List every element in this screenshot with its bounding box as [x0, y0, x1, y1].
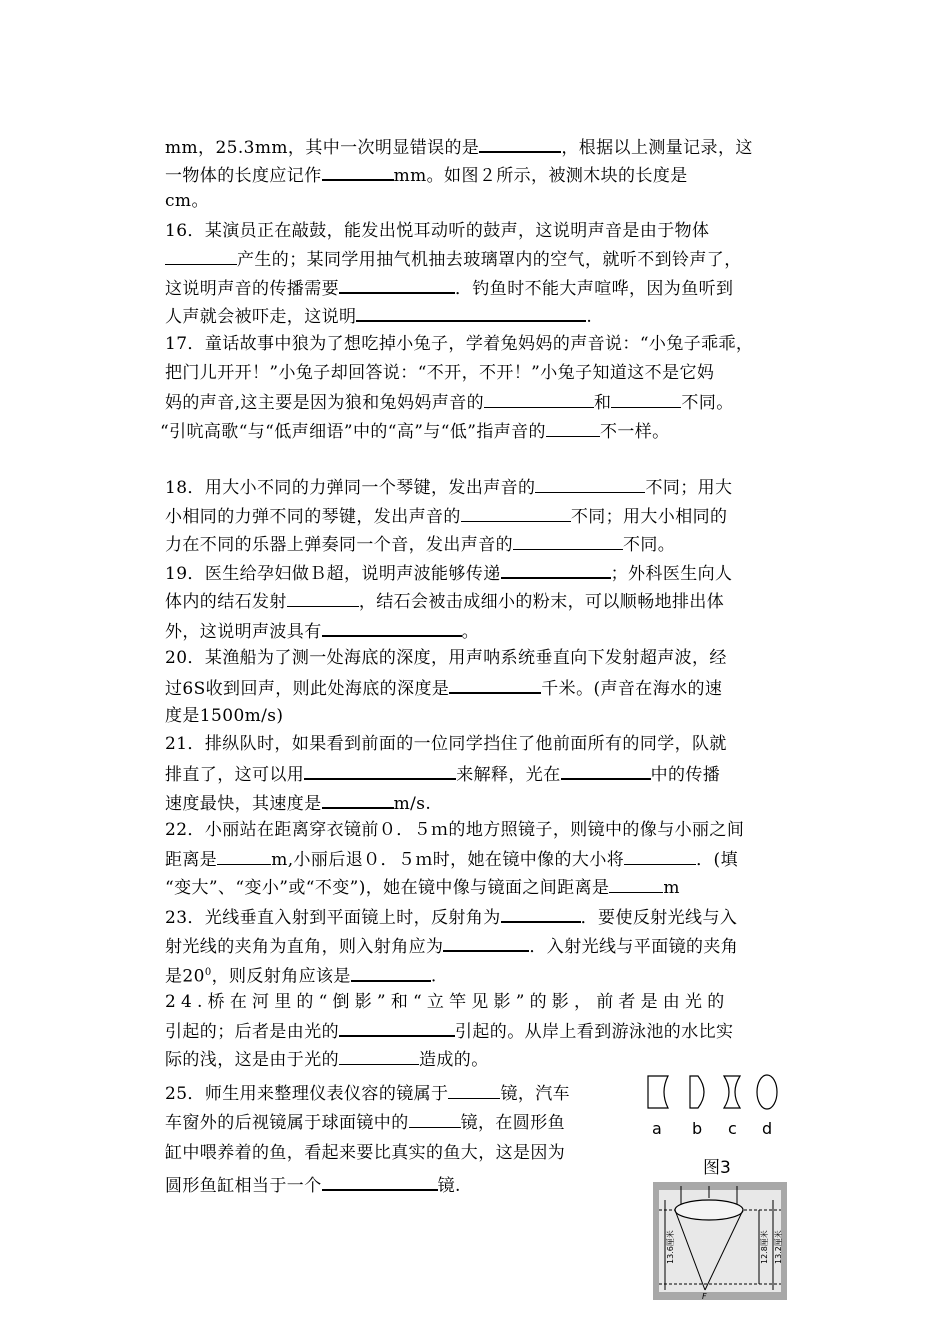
lens-label-a: a: [652, 1119, 662, 1138]
answer-blank[interactable]: [339, 274, 455, 294]
answer-blank[interactable]: [461, 503, 571, 522]
text-line: 人声就会被吓走，这说明 .: [165, 302, 592, 330]
answer-blank[interactable]: [513, 531, 623, 550]
lens-d-shape: [757, 1075, 777, 1109]
answer-blank[interactable]: [449, 674, 541, 694]
lens-focus-diagram: [653, 1182, 787, 1300]
answer-blank[interactable]: [479, 133, 561, 153]
question-18: 18．用大小不同的力弹同一个琴键，发出声音的 不同；用大: [165, 474, 732, 501]
text-line: 射光线的夹角为直角，则入射角应为 ．入射光线与平面镜的夹角: [165, 932, 738, 960]
question-25: 25．师生用来整理仪表仪容的镜属于 镜，汽车: [165, 1080, 570, 1107]
question-17: 17．童话故事中狼为了想吃掉小兔子，学着兔妈妈的声音说：“小兔子乖乖，: [165, 334, 754, 354]
answer-blank[interactable]: [339, 1046, 419, 1065]
lens-label-c: c: [728, 1119, 737, 1138]
answer-blank[interactable]: [501, 559, 611, 579]
text-line: cm。: [165, 191, 209, 211]
text-line: 度是1500m/s): [165, 706, 284, 726]
text-line: 力在不同的乐器上弹奏同一个音，发出声音的 不同。: [165, 531, 675, 558]
answer-blank[interactable]: [609, 874, 663, 893]
answer-blank[interactable]: [409, 1109, 461, 1128]
inner-dimension-label: 12.8厘米: [760, 1230, 769, 1264]
answer-blank[interactable]: [561, 760, 651, 780]
question-22: 22．小丽站在距离穿衣镜前０．５ｍ的地方照镜子，则镜中的像与小丽之间: [165, 820, 745, 840]
answer-blank[interactable]: [624, 846, 696, 865]
answer-blank[interactable]: [356, 302, 586, 322]
lens-shapes-figure: [640, 1070, 790, 1140]
answer-blank[interactable]: [611, 389, 681, 408]
text-line: 排直了，这可以用 来解释，光在 中的传播: [165, 760, 720, 788]
text-line: 外，这说明声波具有 。: [165, 617, 479, 645]
text-line: 距离是 m,小丽后退０．５ｍ时，她在镜中像的大小将 ．(填: [165, 846, 738, 873]
answer-blank[interactable]: [443, 932, 529, 952]
text-line: 是$20^0$，则反射角应该是 .: [165, 960, 437, 990]
text-line: 一物体的长度应记作 mm。如图２所示，被测木块的长度是: [165, 161, 688, 189]
answer-blank[interactable]: [304, 760, 456, 780]
text-line: “变大”、“变小”或“不变”)，她在镜中像与镜面之间距离是 m: [165, 874, 680, 901]
question-24: 24.桥在河里的“倒影”和“立竿见影”的影，前者是由光的: [165, 992, 730, 1012]
text-line: 引起的；后者是由光的 引起的。从岸上看到游泳池的水比实: [165, 1017, 733, 1045]
answer-blank[interactable]: [322, 617, 462, 637]
text-line: 圆形鱼缸相当于一个 镜.: [165, 1171, 461, 1199]
question-16: 16．某演员正在敲鼓，能发出悦耳动听的鼓声，这说明声音是由于物体: [165, 221, 710, 241]
text-line: 车窗外的后视镜属于球面镜中的 镜，在圆形鱼: [165, 1109, 565, 1136]
question-21: 21．排纵队时，如果看到前面的一位同学挡住了他前面所有的同学，队就: [165, 734, 727, 754]
answer-blank[interactable]: [287, 588, 359, 607]
text-line: mm，25.3mm，其中一次明显错误的是 ，根据以上测量记录，这: [165, 133, 753, 161]
answer-blank[interactable]: [546, 418, 600, 437]
lens-label-d: d: [762, 1119, 773, 1138]
lens-label-b: b: [692, 1119, 703, 1138]
answer-blank[interactable]: [535, 474, 645, 493]
text-line: 小相同的力弹不同的琴键，发出声音的 不同；用大小相同的: [165, 503, 727, 530]
question-23: 23．光线垂直入射到平面镜上时，反射角为 ．要使反射光线与入: [165, 903, 737, 931]
text-line: 速度最快，其速度是 m/s.: [165, 789, 431, 817]
text-line: 妈的声音,这主要是因为狼和兔妈妈声音的 和 不同。: [165, 389, 734, 416]
answer-blank[interactable]: [165, 246, 237, 265]
text-line: 过6S收到回声，则此处海底的深度是 千米。(声音在海水的速: [165, 674, 722, 702]
answer-blank[interactable]: [322, 789, 394, 809]
text-line: “引吭高歌“与“低声细语”中的“高”与“低”指声音的 不一样。: [160, 418, 670, 445]
lens-a-shape: [648, 1076, 668, 1108]
answer-blank[interactable]: [322, 1171, 438, 1191]
figure-caption: 图3: [703, 1158, 731, 1178]
answer-blank[interactable]: [484, 389, 594, 408]
left-dimension-label: 13.6厘米: [666, 1230, 675, 1264]
answer-blank[interactable]: [322, 161, 394, 181]
lens-b-shape: [690, 1076, 704, 1108]
outer-dimension-label: 13.2厘米: [774, 1230, 783, 1264]
focus-label: F: [702, 1292, 707, 1300]
text-line: 产生的；某同学用抽气机抽去玻璃罩内的空气，就听不到铃声了，: [165, 246, 742, 273]
answer-blank[interactable]: [351, 962, 431, 982]
text-line: 缸中喂养着的鱼，看起来要比真实的鱼大，这是因为: [165, 1143, 566, 1163]
question-19: 19．医生给孕妇做Ｂ超，说明声波能够传递 ；外科医生向人: [165, 559, 732, 587]
text-line: 体内的结石发射 ，结石会被击成细小的粉末，可以顺畅地排出体: [165, 588, 724, 615]
answer-blank[interactable]: [448, 1080, 500, 1099]
text-line: 把门儿开开！”小兔子却回答说：“不开，不开！”小兔子知道这不是它妈: [165, 363, 715, 383]
text-line: 际的浅，这是由于光的 造成的。: [165, 1046, 489, 1073]
text-line: 这说明声音的传播需要 ．钓鱼时不能大声喧哗，因为鱼听到: [165, 274, 733, 302]
answer-blank[interactable]: [339, 1017, 455, 1037]
answer-blank[interactable]: [217, 846, 271, 865]
lens-c-shape: [724, 1076, 740, 1108]
answer-blank[interactable]: [501, 903, 581, 923]
question-20: 20．某渔船为了测一处海底的深度，用声呐系统垂直向下发射超声波，经: [165, 648, 727, 668]
